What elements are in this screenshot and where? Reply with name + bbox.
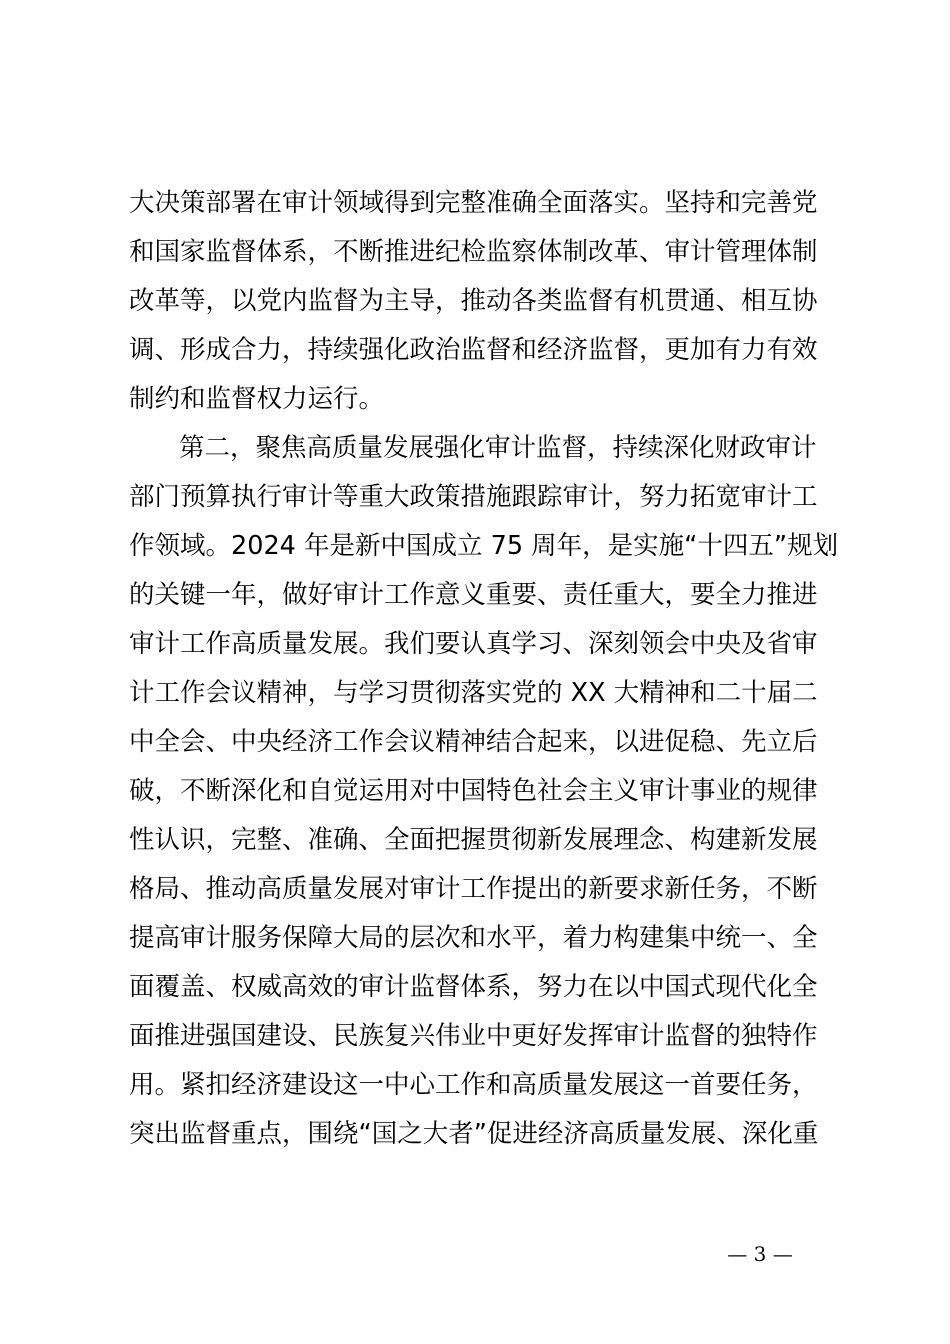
text-line-2: 和国家监督体系，不断推进纪检监察体制改革、审计管理体制 <box>129 237 818 267</box>
text-line-12: 中全会、中央经济工作会议精神结合起来，以进促稳、先立后 <box>129 727 818 757</box>
text-line-6-paragraph-start: 第二，聚焦高质量发展强化审计监督，持续深化财政审计 <box>179 433 817 463</box>
text-line-19: 用。紧扣经济建设这一中心工作和高质量发展这一首要任务， <box>129 1070 818 1100</box>
text-line-3: 改革等，以党内监督为主导，推动各类监督有机贯通、相互协 <box>129 286 818 316</box>
text-line-18: 面推进强国建设、民族复兴伟业中更好发挥审计监督的独特作 <box>129 1021 818 1051</box>
text-line-15: 格局、推动高质量发展对审计工作提出的新要求新任务，不断 <box>129 874 818 904</box>
text-line-11: 计工作会议精神，与学习贯彻落实党的 XX 大精神和二十届二 <box>129 678 818 708</box>
text-line-1: 大决策部署在审计领域得到完整准确全面落实。坚持和完善党 <box>129 188 818 218</box>
text-line-4: 调、形成合力，持续强化政治监督和经济监督，更加有力有效 <box>129 335 818 365</box>
text-line-8: 作领域。2024 年是新中国成立 75 周年，是实施“十四五”规划 <box>129 531 839 561</box>
text-line-10: 审计工作高质量发展。我们要认真学习、深刻领会中央及省审 <box>129 629 818 659</box>
text-line-17: 面覆盖、权威高效的审计监督体系，努力在以中国式现代化全 <box>129 972 818 1002</box>
text-line-7: 部门预算执行审计等重大政策措施跟踪审计，努力拓宽审计工 <box>129 482 818 512</box>
text-line-9: 的关键一年，做好审计工作意义重要、责任重大，要全力推进 <box>129 580 818 610</box>
text-line-14: 性认识，完整、准确、全面把握贯彻新发展理念、构建新发展 <box>129 825 818 855</box>
text-line-16: 提高审计服务保障大局的层次和水平，着力构建集中统一、全 <box>129 923 818 953</box>
text-line-13: 破，不断深化和自觉运用对中国特色社会主义审计事业的规律 <box>129 776 818 806</box>
page-number: — 3 — <box>727 1242 793 1266</box>
text-line-5: 制约和监督权力运行。 <box>129 384 385 414</box>
document-body <box>129 179 839 1159</box>
text-line-20: 突出监督重点，围绕“国之大者”促进经济高质量发展、深化重 <box>129 1119 819 1149</box>
